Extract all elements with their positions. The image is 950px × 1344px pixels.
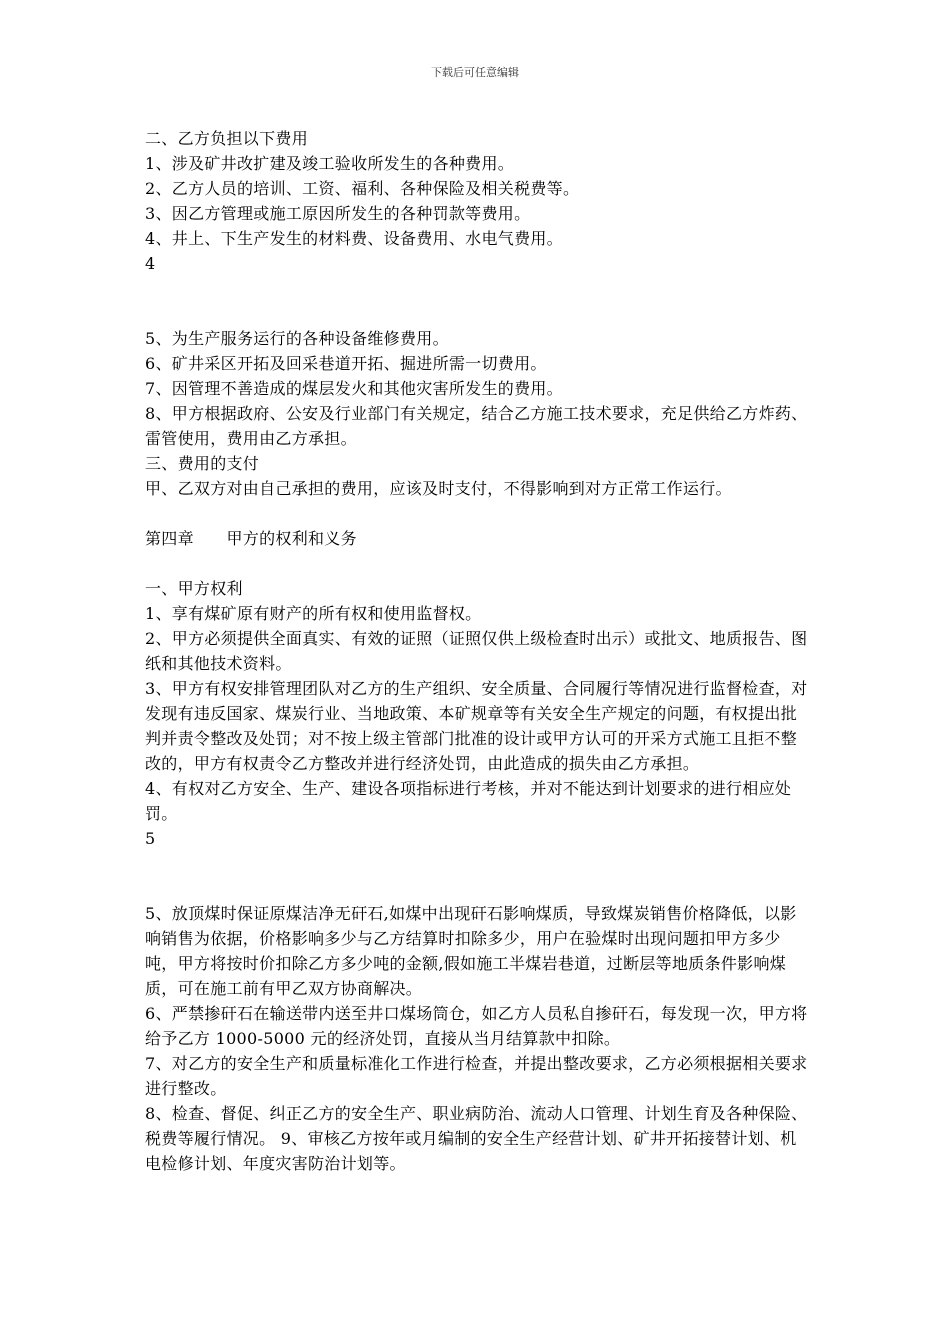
paragraph: 3、甲方有权安排管理团队对乙方的生产组织、安全质量、合同履行等情况进行监督检查，对发现有违反国家、煤炭行业、当地政策、本矿规章等有关安全生产规定的问题，有权提出批判并责令整改及处罚；对不按上级主管部门批准的设计或甲方认可的开采方式施工且拒不整改的，甲方有权责令乙方整改并进行经济处罚，由此造成的损失由乙方承担。 [145, 679, 808, 773]
paragraph: 1、享有煤矿原有财产的所有权和使用监督权。 [145, 604, 482, 623]
paragraph: 4、井上、下生产发生的材料费、设备费用、水电气费用。 [145, 229, 563, 248]
paragraph: 8、检查、督促、纠正乙方的安全生产、职业病防治、流动人口管理、计划生育及各种保险、税费等履行情况。 9、审核乙方按年或月编制的安全生产经营计划、矿井开拓接替计划、机电检修计划、年度灾害防治计划等。 [145, 1104, 808, 1173]
paragraph: 8、甲方根据政府、公安及行业部门有关规定，结合乙方施工技术要求，充足供给乙方炸药、雷管使用，费用由乙方承担。 [145, 404, 808, 448]
document-body [145, 126, 810, 1176]
section-heading-rights: 一、甲方权利 [145, 579, 243, 598]
page-number: 4 [145, 254, 156, 273]
paragraph: 2、甲方必须提供全面真实、有效的证照（证照仅供上级检查时出示）或批文、地质报告、图纸和其他技术资料。 [145, 629, 808, 673]
page-header: 下载后可任意编辑 [431, 66, 519, 79]
section-heading-payment: 三、费用的支付 [145, 454, 260, 473]
paragraph: 2、乙方人员的培训、工资、福利、各种保险及相关税费等。 [145, 179, 580, 198]
page-break-gap [145, 851, 810, 901]
paragraph: 3、因乙方管理或施工原因所发生的各种罚款等费用。 [145, 204, 531, 223]
section-heading-costs: 二、乙方负担以下费用 [145, 129, 309, 148]
paragraph: 7、对乙方的安全生产和质量标准化工作进行检查，并提出整改要求，乙方必须根据相关要求进行整改。 [145, 1054, 808, 1098]
blank-line [145, 551, 810, 576]
paragraph: 4、有权对乙方安全、生产、建设各项指标进行考核，并对不能达到计划要求的进行相应处罚。 [145, 779, 792, 823]
page-break-gap [145, 276, 810, 326]
paragraph: 1、涉及矿井改扩建及竣工验收所发生的各种费用。 [145, 154, 515, 173]
paragraph: 7、因管理不善造成的煤层发火和其他灾害所发生的费用。 [145, 379, 563, 398]
paragraph: 5、放顶煤时保证原煤洁净无矸石,如煤中出现矸石影响煤质，导致煤炭销售价格降低，以影响销售为依据，价格影响多少与乙方结算时扣除多少，用户在验煤时出现问题扣甲方多少吨，甲方将按时价扣除乙方多少吨的金额,假如施工半煤岩巷道，过断层等地质条件影响煤质，可在施工前有甲乙双方协商解决。 [145, 904, 797, 998]
paragraph: 5、为生产服务运行的各种设备维修费用。 [145, 329, 449, 348]
page-number: 5 [145, 829, 156, 848]
blank-line [145, 501, 810, 526]
paragraph: 甲、乙双方对由自己承担的费用，应该及时支付，不得影响到对方正常工作运行。 [145, 479, 732, 498]
paragraph: 6、矿井采区开拓及回采巷道开拓、掘进所需一切费用。 [145, 354, 547, 373]
chapter-title: 第四章 甲方的权利和义务 [145, 529, 357, 548]
paragraph: 6、严禁掺矸石在输送带内送至井口煤场筒仓，如乙方人员私自掺矸石，每发现一次，甲方将给予乙方 1000-5000 元的经济处罚，直接从当月结算款中扣除。 [145, 1004, 808, 1048]
